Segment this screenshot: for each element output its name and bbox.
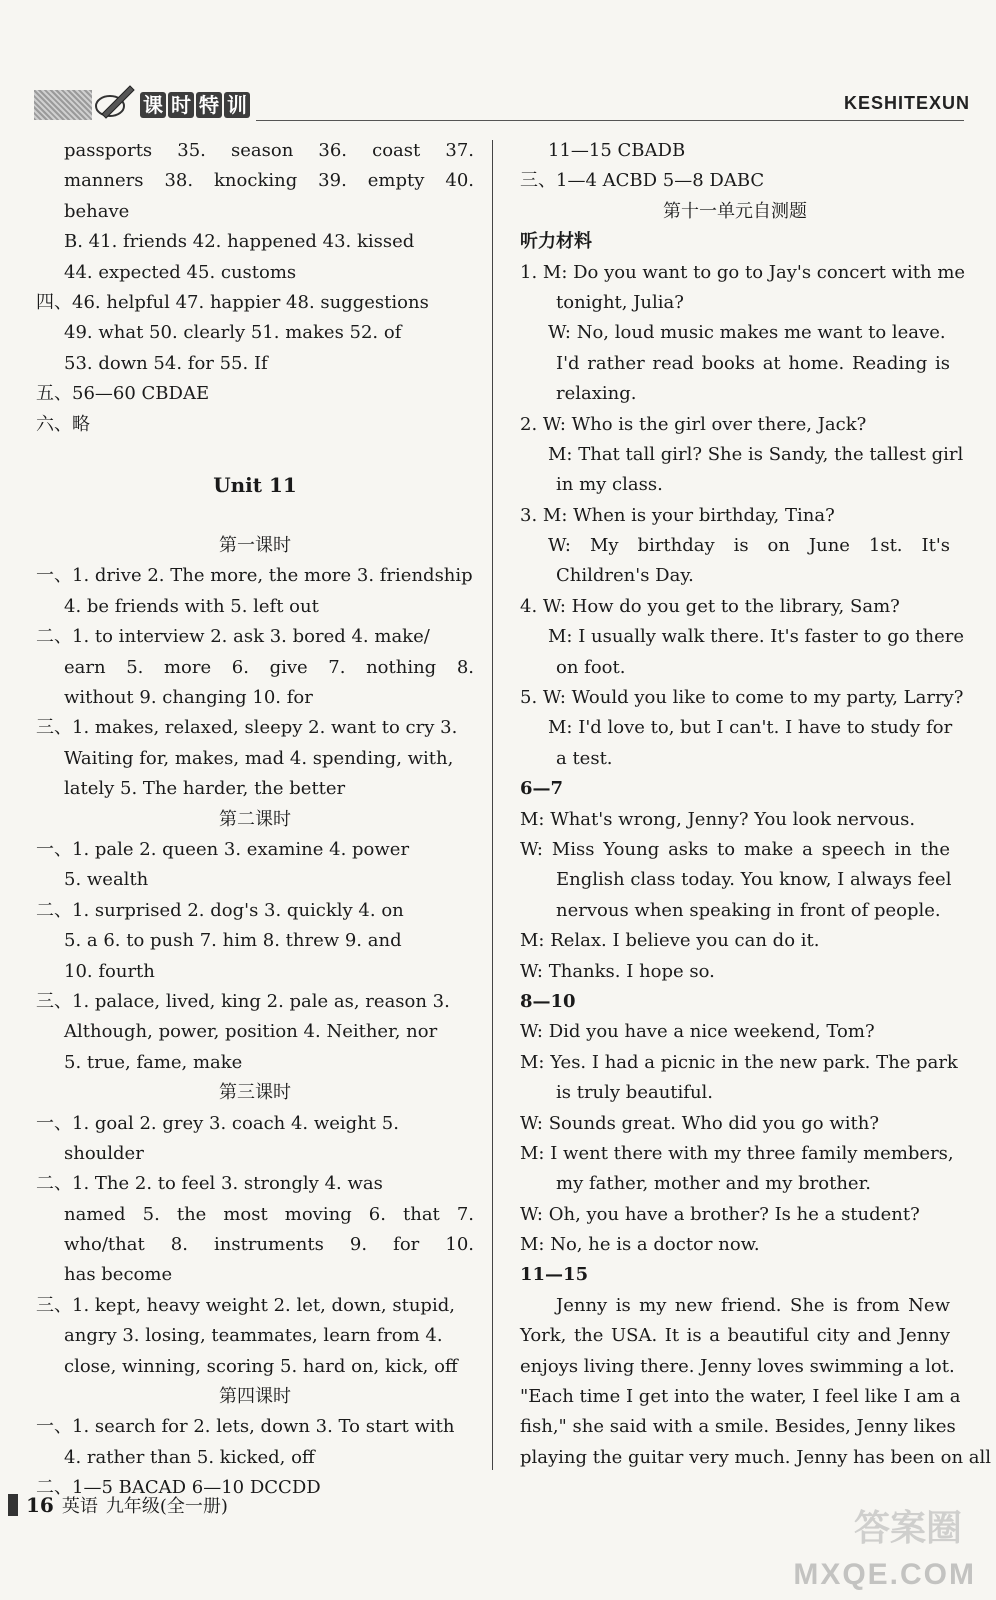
answer-line: 10. fourth xyxy=(64,960,155,982)
answer-line: 4. W: How do you get to the library, Sam? xyxy=(520,595,900,617)
answer-line: W: Miss Young asks to make a speech in the xyxy=(520,838,950,860)
subject-label: 英语 xyxy=(61,1496,98,1517)
answer-line: 44. expected 45. customs xyxy=(64,261,297,283)
answer-line: is truly beautiful. xyxy=(556,1082,714,1104)
answer-line: 听力材料 xyxy=(520,231,592,253)
grade-label: 九年级(全一册) xyxy=(105,1496,228,1517)
answer-line: 5. true, fame, make xyxy=(64,1051,243,1073)
answer-line: Although, power, position 4. Neither, nor xyxy=(64,1021,438,1043)
answer-line: enjoys living there. Jenny loves swimming a lot. xyxy=(520,1355,955,1377)
footer-bar xyxy=(8,1494,18,1516)
answer-line: 三、1. palace, lived, king 2. pale as, reason 3. xyxy=(36,990,450,1012)
answer-line: 5. a 6. to push 7. him 8. threw 9. and xyxy=(64,930,402,952)
answer-line: W: Sounds great. Who did you go with? xyxy=(520,1112,879,1134)
answer-line: B. 41. friends 42. happened 43. kissed xyxy=(64,231,415,253)
answer-line: 第十一单元自测题 xyxy=(663,200,807,222)
answer-line: 四、46. helpful 47. happier 48. suggestions xyxy=(36,291,429,313)
answer-line: in my class. xyxy=(556,474,663,496)
answer-line: I'd rather read books at home. Reading is xyxy=(556,352,950,374)
answer-line: playing the guitar very much. Jenny has been on all xyxy=(520,1446,991,1468)
answer-line: Waiting for, makes, mad 4. spending, with, xyxy=(64,747,454,769)
answer-line: M: Yes. I had a picnic in the new park. The park xyxy=(520,1051,958,1073)
answer-line xyxy=(36,501,474,531)
answer-line: M: What's wrong, Jenny? You look nervous. xyxy=(520,808,916,830)
page-number: 16 xyxy=(26,1493,54,1517)
answer-line: nervous when speaking in front of people. xyxy=(556,899,941,921)
answer-line: 第四课时 xyxy=(219,1386,291,1408)
answer-line: 一、1. pale 2. queen 3. examine 4. power xyxy=(36,838,410,860)
answer-line: M: I usually walk there. It's faster to go there xyxy=(548,626,965,648)
watermark-cn: 答案圈 xyxy=(853,1507,962,1549)
answer-line: 1. M: Do you want to go to Jay's concert with me xyxy=(520,261,966,283)
header-decoration xyxy=(34,90,92,120)
answer-line: 一、1. drive 2. The more, the more 3. friendship xyxy=(36,565,473,587)
right-column xyxy=(520,136,991,1473)
answer-line: has become xyxy=(64,1264,173,1286)
answer-line: behave xyxy=(64,200,130,222)
watermark-url: MXQE.COM xyxy=(793,1558,976,1591)
answer-line: W: Thanks. I hope so. xyxy=(520,960,715,982)
column-divider xyxy=(492,140,493,1470)
answer-line: who/that 8. instruments 9. for 10. xyxy=(64,1234,474,1256)
answer-line: 一、1. search for 2. lets, down 3. To start with xyxy=(36,1416,455,1438)
answer-line: lately 5. The harder, the better xyxy=(64,778,346,800)
answer-line: 二、1. to interview 2. ask 3. bored 4. make/ xyxy=(36,626,430,648)
answer-line: 6—7 xyxy=(520,778,564,800)
answer-line: named 5. the most moving 6. that 7. xyxy=(64,1203,474,1225)
answer-line: W: No, loud music makes me want to leave. xyxy=(548,322,946,344)
answer-line: W: Did you have a nice weekend, Tom? xyxy=(520,1021,875,1043)
brand-text: KESHITEXUN xyxy=(843,93,970,113)
page-footer xyxy=(8,1492,228,1518)
answer-line: Jenny is my new friend. She is from New xyxy=(556,1294,950,1316)
answer-line: angry 3. losing, teammates, learn from 4. xyxy=(64,1325,443,1347)
answer-line: on foot. xyxy=(556,656,626,678)
answer-line: my father, mother and my brother. xyxy=(556,1173,871,1195)
answer-line: W: My birthday is on June 1st. It's xyxy=(548,535,950,557)
answer-line: 2. W: Who is the girl over there, Jack? xyxy=(520,413,867,435)
answer-line: M: Relax. I believe you can do it. xyxy=(520,930,820,952)
answer-line: 一、1. goal 2. grey 3. coach 4. weight 5. xyxy=(36,1112,399,1134)
answer-line: fish," she said with a smile. Besides, Jenny likes xyxy=(520,1416,956,1438)
header-title-char: 时 xyxy=(168,92,194,118)
answer-line: 二、1. The 2. to feel 3. strongly 4. was xyxy=(36,1173,383,1195)
answer-line: 49. what 50. clearly 51. makes 52. of xyxy=(64,322,402,344)
answer-line: relaxing. xyxy=(556,383,637,405)
answer-line: 第一课时 xyxy=(219,535,291,557)
answer-line: 三、1—4 ACBD 5—8 DABC xyxy=(520,170,765,192)
answer-line: 第三课时 xyxy=(219,1082,291,1104)
answer-line xyxy=(36,440,474,470)
answer-line: 4. rather than 5. kicked, off xyxy=(64,1446,315,1468)
answer-line: English class today. You know, I always feel xyxy=(556,869,952,891)
answer-line: shoulder xyxy=(64,1142,144,1164)
header-rule xyxy=(256,120,964,121)
left-column xyxy=(36,136,474,1504)
answer-line: without 9. changing 10. for xyxy=(64,687,313,709)
answer-line: tonight, Julia? xyxy=(556,291,684,313)
answer-line: Children's Day. xyxy=(556,565,694,587)
answer-line: 六、略 xyxy=(36,413,90,435)
answer-line: 3. M: When is your birthday, Tina? xyxy=(520,504,835,526)
answer-line: 11—15 xyxy=(520,1264,589,1286)
answer-line: 5. W: Would you like to come to my party, Larry? xyxy=(520,687,964,709)
header-title-char: 特 xyxy=(196,92,222,118)
answer-line: 三、1. kept, heavy weight 2. let, down, stupid, xyxy=(36,1294,455,1316)
answer-line: M: That tall girl? She is Sandy, the tallest girl xyxy=(548,443,964,465)
page-header xyxy=(0,0,996,130)
answer-line: 4. be friends with 5. left out xyxy=(64,595,319,617)
answer-line: M: I went there with my three family members, xyxy=(520,1142,954,1164)
header-title-char: 训 xyxy=(224,92,250,118)
answer-line: W: Oh, you have a brother? Is he a student? xyxy=(520,1203,920,1225)
answer-line: 5. wealth xyxy=(64,869,149,891)
watermark-logo xyxy=(776,1500,976,1592)
answer-line: earn 5. more 6. give 7. nothing 8. xyxy=(64,656,474,678)
answer-line: 8—10 xyxy=(520,990,576,1012)
answer-line: manners 38. knocking 39. empty 40. xyxy=(64,170,474,192)
answer-line: 五、56—60 CBDAE xyxy=(36,383,210,405)
answer-line: M: I'd love to, but I can't. I have to study for xyxy=(548,717,953,739)
answer-line: passports 35. season 36. coast 37. xyxy=(64,140,474,161)
answer-line: 第二课时 xyxy=(219,808,291,830)
answer-line: 二、1. surprised 2. dog's 3. quickly 4. on xyxy=(36,899,404,921)
header-title-char: 课 xyxy=(140,92,166,118)
answer-line: a test. xyxy=(556,747,613,769)
answer-line: M: No, he is a doctor now. xyxy=(520,1234,760,1256)
answer-line: "Each time I get into the water, I feel like I am a xyxy=(520,1386,961,1408)
pen-logo-icon xyxy=(92,80,138,120)
answer-line: York, the USA. It is a beautiful city and Jenny xyxy=(520,1325,950,1347)
answer-line: 三、1. makes, relaxed, sleepy 2. want to cry 3. xyxy=(36,717,458,739)
answer-line: 二、1—5 BACAD 6—10 DCCDD xyxy=(36,1477,321,1499)
answer-line: 53. down 54. for 55. If xyxy=(64,352,268,374)
answer-line: Unit 11 xyxy=(213,473,297,498)
answer-line: close, winning, scoring 5. hard on, kick, off xyxy=(64,1355,458,1377)
header-title xyxy=(140,92,250,118)
answer-line: 11—15 CBADB xyxy=(548,140,686,161)
